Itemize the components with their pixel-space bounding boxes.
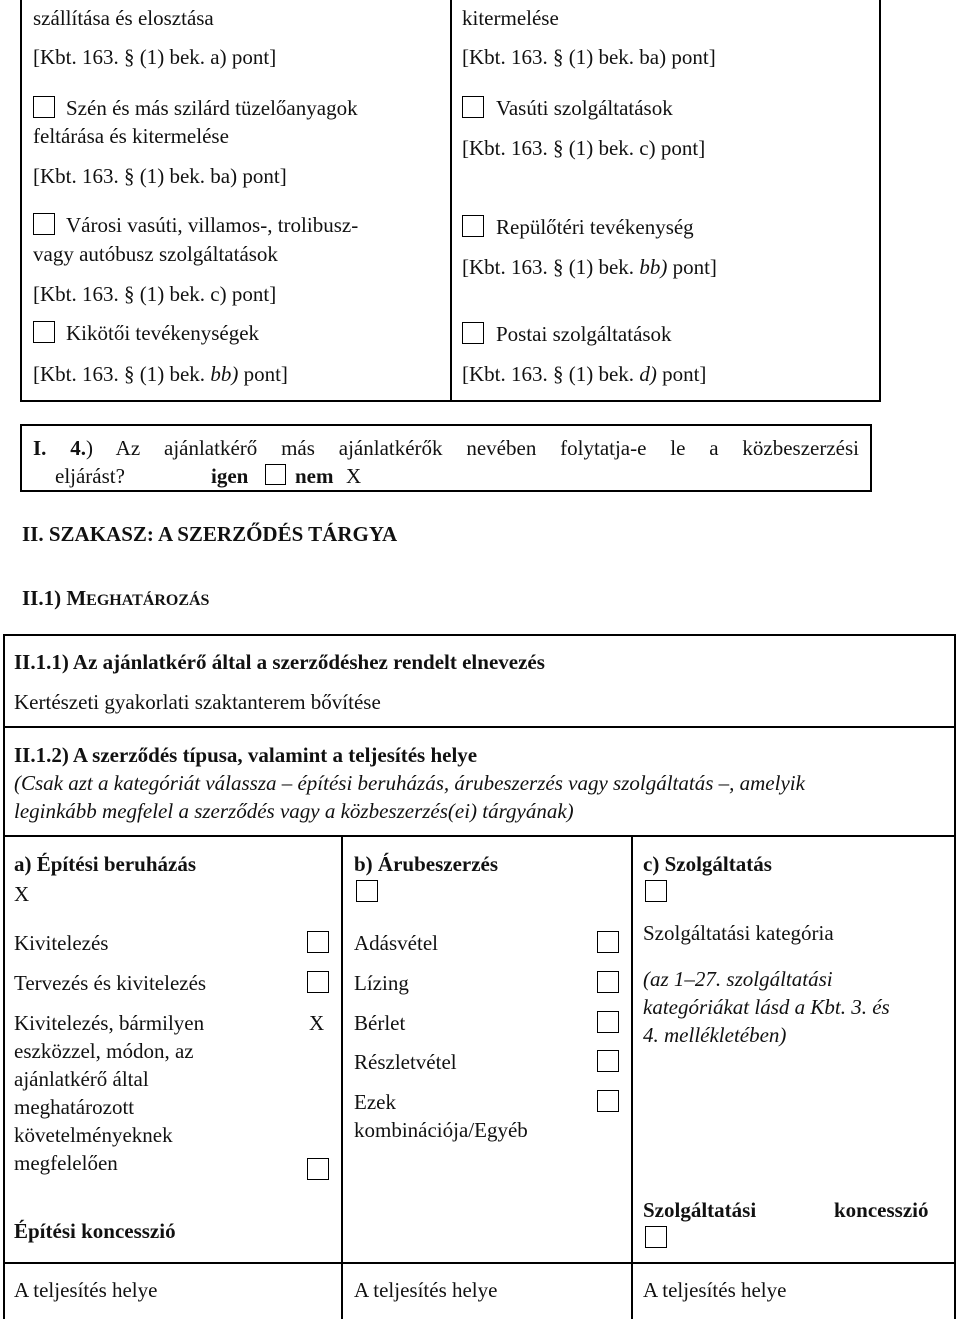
- checkbox-egyeb[interactable]: [597, 1090, 619, 1112]
- section-i4-question-text: ) Az ajánlatkérő más ajánlatkérők nevében folytatja-e le a közbeszerzési: [86, 436, 859, 460]
- cat-a-place: A teljesítés helye: [14, 1278, 158, 1302]
- cat-a-mark: X: [14, 882, 30, 906]
- cat-a-opt3-mark: X: [309, 1011, 325, 1035]
- cat-a-concession: Építési koncesszió: [14, 1219, 176, 1243]
- left-item3-label: Kikötői tevékenységek: [66, 321, 260, 345]
- cat-a-opt2: Tervezés és kivitelezés: [14, 971, 207, 995]
- top-table-right-border: [879, 0, 881, 402]
- checkbox-szolgaltatas[interactable]: [645, 880, 667, 902]
- cat-b-opt1: Adásvétel: [354, 931, 438, 955]
- place-row-top: [3, 1262, 956, 1264]
- ii12-note-1: (Csak azt a kategóriát válassza – építési beruházás, árubeszerzés vagy szolgáltatás –, amelyik: [14, 771, 805, 795]
- checkbox-yes[interactable]: [265, 464, 286, 485]
- checkbox-arubeszerzes[interactable]: [356, 880, 378, 902]
- right-item0-ref: [Kbt. 163. § (1) bek. ba) pont]: [462, 45, 716, 69]
- left-item1-label: Szén és más szilárd tüzelőanyagok: [66, 96, 358, 120]
- ref-pre: [Kbt. 163. § (1) bek.: [462, 255, 640, 279]
- section-ii1-title: [22, 586, 209, 613]
- top-table-bottom-border: [20, 400, 881, 402]
- right-item2-ref: [462, 255, 717, 279]
- section-i4-line2: eljárást?: [55, 464, 125, 488]
- checkbox-adasvetel[interactable]: [597, 931, 619, 953]
- cat-c-title: c) Szolgáltatás: [643, 852, 772, 876]
- cat-c-category-label: Szolgáltatási kategória: [643, 921, 834, 945]
- top-table-left-border: [20, 0, 22, 402]
- ref-post: pont]: [238, 362, 288, 386]
- cat-a-opt3-l6: megfelelően: [14, 1151, 118, 1175]
- checkbox-lizing[interactable]: [597, 971, 619, 993]
- col-divider-2: [631, 835, 633, 1319]
- checkbox-urban-transport[interactable]: [33, 213, 55, 235]
- section-ii-title: II. SZAKASZ: A SZERZŐDÉS TÁRGYA: [22, 522, 398, 546]
- checkbox-airport[interactable]: [462, 215, 484, 237]
- right-item0-text: kitermelése: [462, 6, 559, 30]
- ii11-bottom: [3, 726, 956, 728]
- cat-a-opt3-l3: ajánlatkérő által: [14, 1067, 149, 1091]
- ref-post: pont]: [656, 362, 707, 386]
- checkbox-kivitelezes-barmilyen[interactable]: [307, 1158, 329, 1180]
- top-table-divider: [450, 0, 452, 402]
- checkbox-kivitelezes[interactable]: [307, 931, 329, 953]
- ii11-value: Kertészeti gyakorlati szaktanterem bővítése: [14, 690, 381, 714]
- no-answer-mark: X: [346, 464, 362, 488]
- checkbox-postal[interactable]: [462, 322, 484, 344]
- section-ii1-rest: EGHATÁROZÁS: [86, 592, 210, 609]
- section-i4-question: [33, 436, 859, 460]
- no-label: nem: [295, 464, 334, 488]
- cat-b-opt3: Bérlet: [354, 1011, 406, 1035]
- cat-c-note-1: (az 1–27. szolgáltatási: [643, 967, 833, 991]
- left-item1-label-2: feltárása és kitermelése: [33, 124, 229, 148]
- cat-b-place: A teljesítés helye: [354, 1278, 498, 1302]
- cat-c-place: A teljesítés helye: [643, 1278, 787, 1302]
- right-item1-ref: [Kbt. 163. § (1) bek. c) pont]: [462, 136, 706, 160]
- section-ii1-num: II.1) M: [22, 586, 87, 610]
- cat-b-title: b) Árubeszerzés: [354, 852, 499, 876]
- main-table-left: [3, 634, 5, 1319]
- right-item2-label: Repülőtéri tevékenység: [496, 215, 694, 239]
- main-table-top: [3, 634, 956, 636]
- cat-b-opt5-l1: Ezek: [354, 1090, 396, 1114]
- checkbox-reszletvetel[interactable]: [597, 1050, 619, 1072]
- checkbox-szolgaltatasi-koncesszio[interactable]: [645, 1226, 667, 1248]
- ref-pre: [Kbt. 163. § (1) bek.: [33, 362, 211, 386]
- ii11-heading: II.1.1) Az ajánlatkérő által a szerződéshez rendelt elnevezés: [14, 650, 545, 674]
- left-item0-ref: [Kbt. 163. § (1) bek. a) pont]: [33, 45, 277, 69]
- checkbox-berlet[interactable]: [597, 1011, 619, 1033]
- cat-c-note-2: kategóriákat lásd a Kbt. 3. és: [643, 995, 890, 1019]
- cat-b-opt5-l2: kombinációja/Egyéb: [354, 1118, 528, 1142]
- cat-a-opt3-l4: meghatározott: [14, 1095, 135, 1119]
- cat-c-note-3: 4. mellékletében): [643, 1023, 787, 1047]
- right-item1-label: Vasúti szolgáltatások: [496, 96, 673, 120]
- ref-post: pont]: [667, 255, 717, 279]
- yes-label: igen: [211, 464, 249, 488]
- left-item2-ref: [Kbt. 163. § (1) bek. c) pont]: [33, 282, 277, 306]
- cat-a-opt3-l2: eszközzel, módon, az: [14, 1039, 194, 1063]
- ii12-bottom: [3, 835, 956, 837]
- section-i4-number: I. 4.: [33, 436, 87, 460]
- checkbox-railway[interactable]: [462, 96, 484, 118]
- left-item3-ref: [33, 362, 288, 386]
- right-item3-label: Postai szolgáltatások: [496, 322, 672, 346]
- ref-italic: bb): [210, 362, 239, 386]
- left-item0-text: szállítása és elosztása: [33, 6, 214, 30]
- cat-b-opt2: Lízing: [354, 971, 409, 995]
- col-divider-1: [341, 835, 343, 1319]
- left-item1-ref: [Kbt. 163. § (1) bek. ba) pont]: [33, 164, 287, 188]
- checkbox-tervezes-kivitelezes[interactable]: [307, 971, 329, 993]
- main-table-right: [954, 634, 956, 1319]
- left-item2-label: Városi vasúti, villamos-, trolibusz-: [66, 213, 359, 237]
- ref-italic: bb): [639, 255, 668, 279]
- cat-a-opt1: Kivitelezés: [14, 931, 109, 955]
- ref-pre: [Kbt. 163. § (1) bek.: [462, 362, 640, 386]
- ref-italic: d): [639, 362, 657, 386]
- checkbox-port[interactable]: [33, 321, 55, 343]
- ii12-note-2: leginkább megfelel a szerződés vagy a közbeszerzés(ei) tárgyának): [14, 799, 574, 823]
- cat-a-title: a) Építési beruházás: [14, 852, 197, 876]
- checkbox-coal[interactable]: [33, 96, 55, 118]
- cat-a-opt3-l5: követelményeknek: [14, 1123, 173, 1147]
- cat-b-opt4: Részletvétel: [354, 1050, 457, 1074]
- left-item2-label-2: vagy autóbusz szolgáltatások: [33, 242, 278, 266]
- cat-c-concession-1: Szolgáltatási: [643, 1198, 757, 1222]
- cat-a-opt3-l1: Kivitelezés, bármilyen: [14, 1011, 205, 1035]
- ii12-heading: II.1.2) A szerződés típusa, valamint a teljesítés helye: [14, 743, 478, 767]
- right-item3-ref: [462, 362, 706, 386]
- cat-c-concession-2: koncesszió: [834, 1198, 929, 1222]
